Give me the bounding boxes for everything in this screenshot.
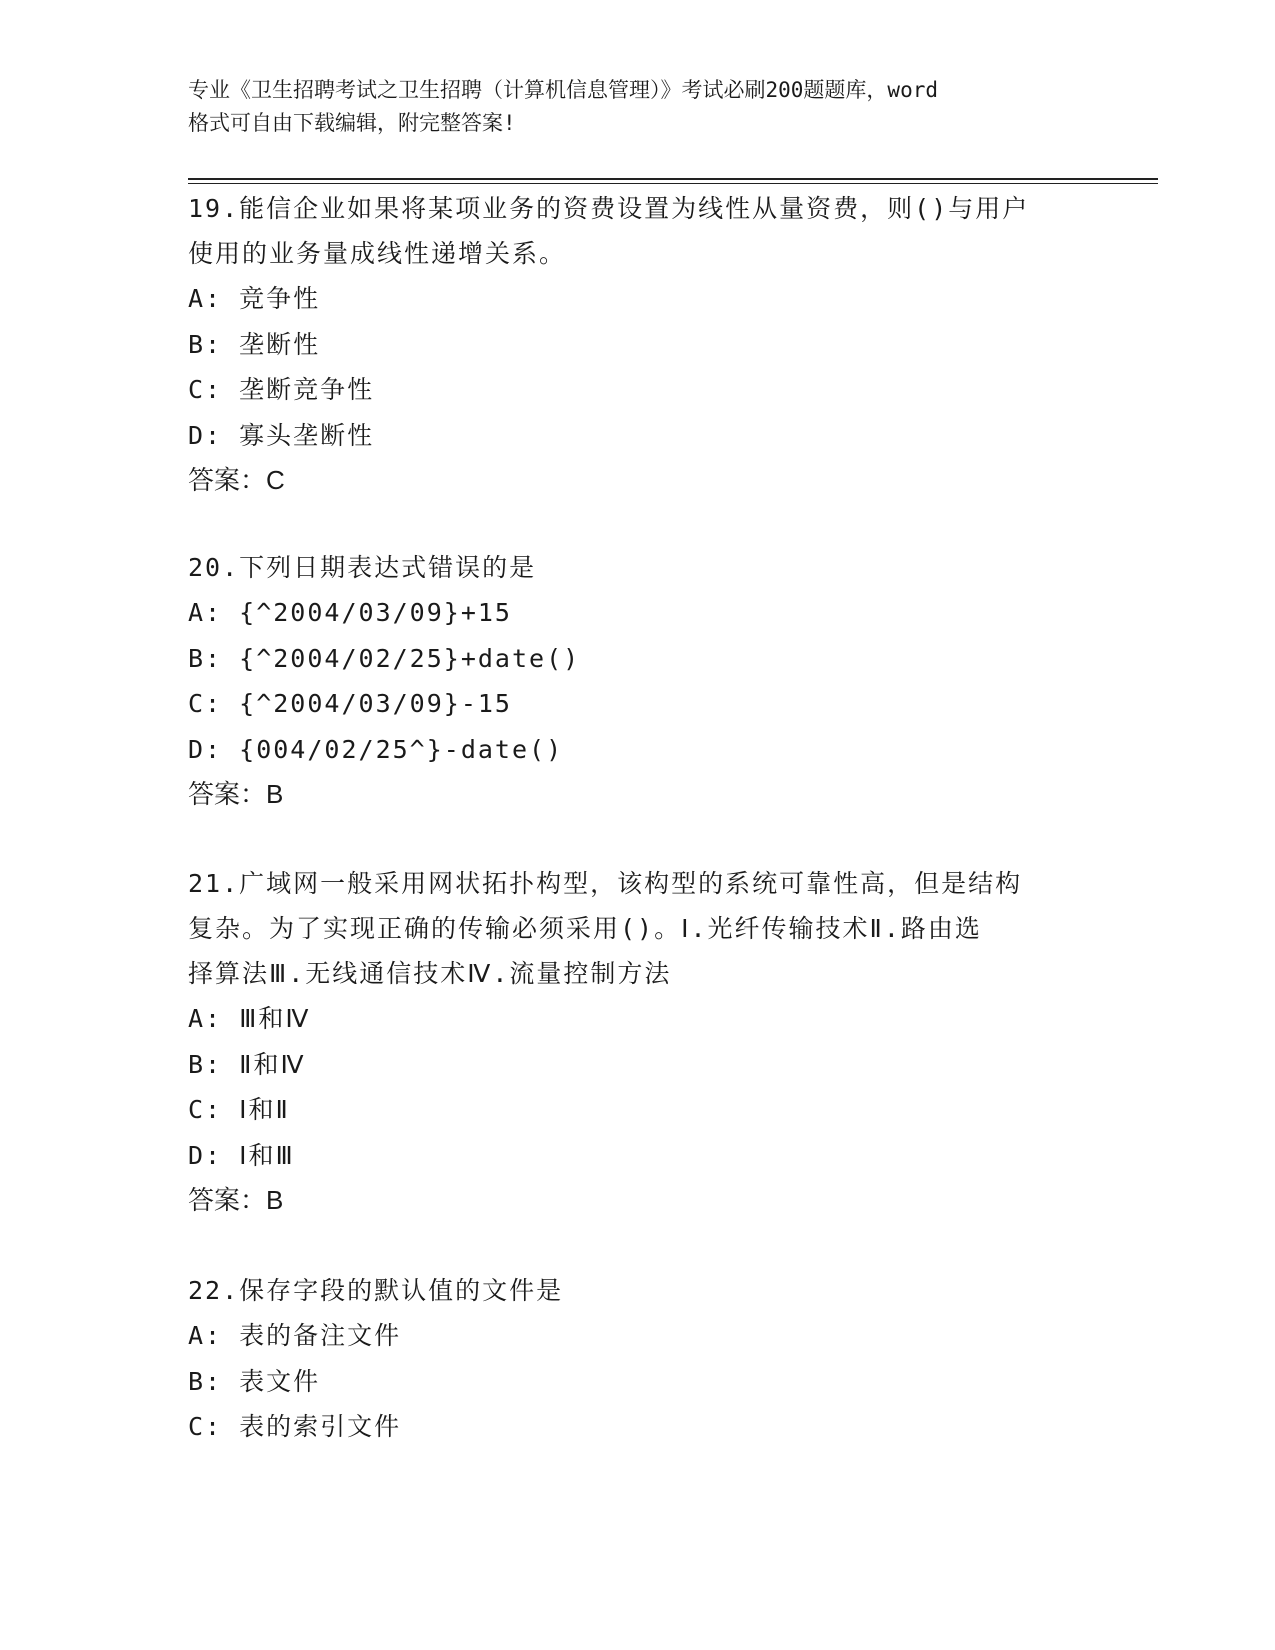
document-header xyxy=(188,74,1088,140)
option-a: A: 竞争性 xyxy=(188,284,321,313)
header-divider-thin xyxy=(188,183,1158,184)
question-stem xyxy=(188,545,1088,590)
stem-line: 使用的业务量成线性递增关系。 xyxy=(188,239,567,268)
question-20 xyxy=(188,545,1088,817)
option-c: C: 表的索引文件 xyxy=(188,1412,402,1441)
stem-line: 21.广域网一般采用网状拓扑构型，该构型的系统可靠性高，但是结构 xyxy=(188,869,1023,898)
option-a: A: {^2004/03/09}+15 xyxy=(188,598,512,627)
question-22 xyxy=(188,1268,1088,1450)
option-c: C: 垄断竞争性 xyxy=(188,375,375,404)
option-a: A: 表的备注文件 xyxy=(188,1321,402,1350)
answer: 答案：C xyxy=(188,465,285,495)
stem-line: 19.能信企业如果将某项业务的资费设置为线性从量资费，则()与用户 xyxy=(188,194,1030,223)
option-d: D: {004/02/25^}-date() xyxy=(188,734,564,764)
question-stem xyxy=(188,1268,1088,1313)
answer: 答案：B xyxy=(188,1185,284,1215)
question-stem xyxy=(188,861,1088,996)
header-line-1: 专业《卫生招聘考试之卫生招聘（计算机信息管理）》考试必刷200题题库，word xyxy=(188,78,938,102)
stem-line: 择算法Ⅲ.无线通信技术Ⅳ.流量控制方法 xyxy=(188,959,672,988)
option-d: D: Ⅰ和Ⅲ xyxy=(188,1140,295,1170)
option-b: B: Ⅱ和Ⅳ xyxy=(188,1049,306,1079)
header-divider-thick xyxy=(188,178,1158,180)
stem-line: 20.下列日期表达式错误的是 xyxy=(188,553,537,582)
option-c: C: {^2004/03/09}-15 xyxy=(188,689,512,718)
option-b: B: 垄断性 xyxy=(188,329,321,359)
stem-line: 22.保存字段的默认值的文件是 xyxy=(188,1276,564,1305)
answer: 答案：B xyxy=(188,779,284,809)
question-stem xyxy=(188,186,1088,276)
question-21 xyxy=(188,861,1088,1223)
question-19 xyxy=(188,186,1088,503)
option-c: C: Ⅰ和Ⅱ xyxy=(188,1095,290,1124)
option-a: A: Ⅲ和Ⅳ xyxy=(188,1004,311,1033)
header-line-2: 格式可自由下载编辑，附完整答案! xyxy=(188,111,516,135)
option-b: B: 表文件 xyxy=(188,1366,321,1396)
option-b: B: {^2004/02/25}+date() xyxy=(188,643,581,673)
stem-line: 复杂。为了实现正确的传输必须采用()。Ⅰ.光纤传输技术Ⅱ.路由选 xyxy=(188,914,982,943)
option-d: D: 寡头垄断性 xyxy=(188,420,375,450)
